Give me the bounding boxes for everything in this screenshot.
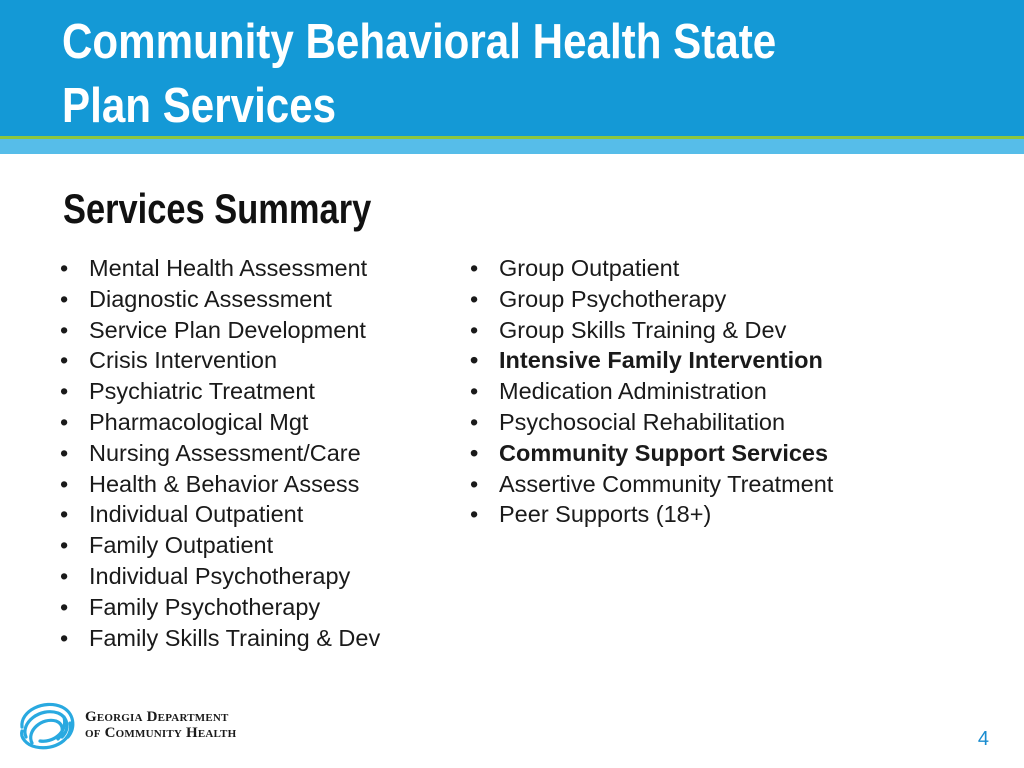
service-list-item: • Group Psychotherapy xyxy=(470,284,870,315)
service-list-item: • Family Psychotherapy xyxy=(60,592,450,623)
service-list-item: • Peer Supports (18+) xyxy=(470,499,870,530)
service-list-item: • Health & Behavior Assess xyxy=(60,469,450,500)
service-list-item: • Individual Outpatient xyxy=(60,499,450,530)
service-list-item: • Service Plan Development xyxy=(60,315,450,346)
service-list-item: • Assertive Community Treatment xyxy=(470,469,870,500)
service-list-item: • Mental Health Assessment xyxy=(60,253,450,284)
service-list-item: • Family Skills Training & Dev xyxy=(60,623,450,654)
slide-title xyxy=(62,10,888,138)
organization-name-line-2: of Community Health xyxy=(85,725,237,741)
header-light-band xyxy=(0,139,1024,154)
slide-title-line-2: Plan Services xyxy=(62,79,337,133)
service-list-item: • Community Support Services xyxy=(470,438,870,469)
service-list-item: • Psychiatric Treatment xyxy=(60,376,450,407)
services-list-left xyxy=(60,253,450,653)
service-list-item: • Medication Administration xyxy=(470,376,870,407)
service-list-item: • Diagnostic Assessment xyxy=(60,284,450,315)
service-list-item: • Group Outpatient xyxy=(470,253,870,284)
service-list-item: • Crisis Intervention xyxy=(60,345,450,376)
section-subtitle: Services Summary xyxy=(63,185,372,232)
service-list-item: • Group Skills Training & Dev xyxy=(470,315,870,346)
page-number: 4 xyxy=(977,728,989,750)
slide-title-line-1: Community Behavioral Health State xyxy=(62,15,777,69)
swirl-logo-icon xyxy=(14,697,78,753)
services-list-right xyxy=(470,253,870,530)
service-list-item: • Family Outpatient xyxy=(60,530,450,561)
organization-name-line-1: Georgia Department xyxy=(85,709,229,725)
service-list-item: • Pharmacological Mgt xyxy=(60,407,450,438)
service-list-item: • Intensive Family Intervention xyxy=(470,345,870,376)
service-list-item: • Nursing Assessment/Care xyxy=(60,438,450,469)
service-list-item: • Psychosocial Rehabilitation xyxy=(470,407,870,438)
service-list-item: • Individual Psychotherapy xyxy=(60,561,450,592)
organization-name xyxy=(85,709,236,741)
